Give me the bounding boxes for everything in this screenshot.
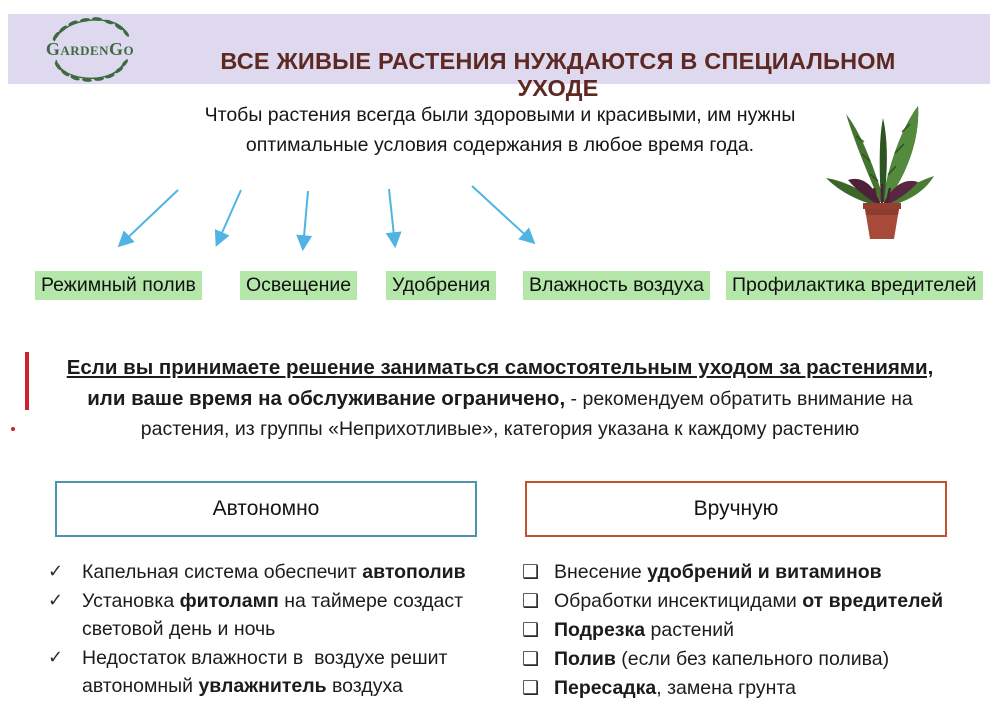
list-item — [522, 645, 987, 673]
note-line3: растения, из группы «Неприхотливые», категория указана к каждому растению — [140, 417, 860, 440]
autonomous-list — [48, 558, 493, 701]
arrow-lighting — [217, 190, 241, 244]
list-item — [48, 644, 493, 700]
page-title: ВСЕ ЖИВЫЕ РАСТЕНИЯ НУЖДАЮТСЯ В СПЕЦИАЛЬНОМ УХОДЕ — [220, 48, 896, 101]
autonomous-box — [55, 481, 477, 537]
logo-text: GardenGo — [45, 39, 135, 59]
list-item — [522, 587, 987, 615]
care-label-watering: Режимный полив — [35, 271, 202, 300]
checkbox-icon: ❑ — [522, 590, 540, 612]
arrow-watering — [120, 190, 178, 245]
checkbox-icon: ❑ — [522, 677, 540, 699]
advice-note — [40, 353, 960, 444]
arrow-humidity — [389, 189, 395, 245]
plant-image — [822, 84, 942, 247]
manual-box-title: Вручную — [693, 497, 779, 520]
note-line2-bold: или ваше время на обслуживание ограничено, — [87, 386, 566, 410]
autonomous-box-title: Автономно — [212, 497, 320, 520]
note-accent-bar — [25, 352, 29, 410]
list-item — [522, 616, 987, 644]
header-banner — [8, 14, 990, 101]
checkbox-icon: ❑ — [522, 561, 540, 583]
arrow-pests — [472, 186, 533, 242]
checkbox-icon: ❑ — [522, 648, 540, 670]
list-item — [522, 558, 987, 586]
care-label-pests: Профилактика вредителей — [726, 271, 983, 300]
list-item-text: Недостаток влажности в воздухе решит автономный увлажнитель воздуха — [82, 647, 453, 697]
list-item — [48, 558, 493, 586]
checkmark-icon: ✓ — [48, 561, 64, 582]
checkmark-icon: ✓ — [48, 647, 64, 668]
list-item-text: Пересадка, замена грунта — [554, 677, 796, 699]
note-line2-rest: - рекомендуем обратить внимание на — [565, 387, 913, 410]
care-label-lighting: Освещение — [240, 271, 357, 300]
arrow-fertilizer — [303, 191, 308, 248]
calathea-plant-icon — [822, 84, 942, 242]
manual-list — [522, 558, 987, 703]
checkmark-icon: ✓ — [48, 590, 64, 611]
list-item-text: Полив (если без капельного полива) — [554, 648, 890, 670]
note-line1: Если вы принимаете решение заниматься самостоятельным уходом за растениями, — [66, 356, 934, 379]
list-item-text: Капельная система обеспечит автополив — [82, 561, 466, 583]
list-item-text: Подрезка растений — [554, 619, 735, 641]
checkbox-icon: ❑ — [522, 619, 540, 641]
list-item — [522, 674, 987, 702]
list-item-text: Установка фитоламп на таймере создаст световой день и ночь — [82, 590, 469, 640]
care-label-humidity: Влажность воздуха — [523, 271, 710, 300]
note-accent-dot — [11, 427, 15, 431]
list-item-text: Внесение удобрений и витаминов — [554, 561, 882, 583]
list-item-text: Обработки инсектицидами от вредителей — [554, 590, 944, 612]
intro-text: Чтобы растения всегда были здоровыми и красивыми, им нужны оптимальные условия содержания в любое время года. — [204, 104, 796, 157]
manual-box — [525, 481, 947, 537]
care-label-fertilizer: Удобрения — [386, 271, 496, 300]
list-item — [48, 587, 493, 643]
gardengo-logo — [32, 15, 148, 83]
